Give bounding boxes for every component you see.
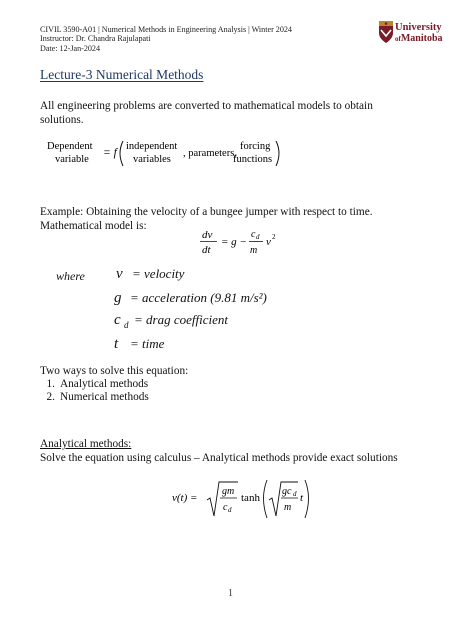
hw-def-cd: = drag coefficient — [134, 312, 228, 327]
paren-right — [276, 141, 279, 166]
intro-paragraph — [40, 99, 373, 127]
intro-line2: solutions. — [40, 114, 84, 126]
hw-def-v: = velocity — [132, 266, 185, 281]
solution-equation — [170, 476, 310, 522]
list-item-label: Analytical methods — [60, 378, 149, 390]
sol-cd: c — [223, 502, 228, 513]
page-title: Lecture-3 Numerical Methods — [40, 67, 204, 82]
hw-var-g: g — [114, 290, 122, 306]
ways-intro: Two ways to solve this equation: — [40, 365, 189, 377]
eq-dependent-1: Dependent — [47, 141, 93, 152]
logo-line2-prefix: of — [395, 35, 401, 43]
university-logo — [378, 18, 444, 48]
hw-var-cd: c — [114, 312, 121, 328]
list-item-number: 2. — [46, 390, 55, 403]
crest-icon — [378, 20, 394, 44]
ode-m: m — [250, 245, 258, 256]
ode-c: c — [251, 229, 256, 240]
intro-line1: All engineering problems are converted to mathematical models to obtain — [40, 100, 373, 112]
list-item — [40, 378, 149, 391]
ode-den: dt — [202, 244, 211, 256]
sol-t: t — [300, 492, 304, 504]
logo-line1: University — [395, 22, 442, 33]
sol-cd-sub: d — [228, 506, 232, 514]
logo-wordmark — [395, 22, 443, 45]
ode-v: v — [266, 236, 271, 248]
logo-line2 — [395, 33, 443, 45]
eq-equals-f: = f — [103, 147, 117, 159]
sol-tanh: tanh — [241, 492, 260, 504]
example-line2: Mathematical model is: — [40, 220, 147, 232]
hw-def-t: = time — [130, 336, 165, 351]
paren-left — [120, 141, 123, 166]
date-line: Date: 12-Jan-2024 — [40, 43, 101, 53]
list-item — [40, 391, 149, 404]
eq-dependent-2: variable — [55, 154, 89, 165]
sol-gcd-sub: d — [293, 490, 297, 498]
sol-paren-right — [305, 480, 309, 518]
hw-def-g: = acceleration (9.81 m/s²) — [130, 290, 267, 305]
analytical-heading: Analytical methods: — [40, 438, 132, 450]
ode-c-sub: d — [256, 233, 260, 241]
logo-line2-main: Manitoba — [400, 33, 443, 44]
eq-forcing-2: functions — [233, 154, 273, 165]
list-item-label: Numerical methods — [60, 390, 149, 403]
list-item-number: 1. — [46, 378, 55, 390]
sol-paren-left — [264, 480, 268, 518]
eq-forcing-1: forcing — [240, 141, 271, 152]
sol-gm: gm — [222, 486, 235, 497]
model-equation — [45, 136, 285, 170]
instructor-line: Instructor: Dr. Chandra Rajulapati — [40, 34, 151, 44]
hw-var-t: t — [114, 336, 119, 352]
course-line: CIVIL 3590-A01 | Numerical Methods in Engineering Analysis | Winter 2024 — [40, 25, 292, 34]
analytical-body: Solve the equation using calculus – Analytical methods provide exact solutions — [40, 452, 398, 464]
sol-lhs: v(t) = — [172, 492, 198, 504]
hw-where: where — [56, 269, 85, 283]
eq-independent-2: variables — [133, 154, 171, 165]
eq-independent-1: independent — [126, 141, 178, 152]
sol-gcd: gc — [282, 486, 292, 497]
hw-var-v: v — [116, 266, 123, 282]
example-line1: Example: Obtaining the velocity of a bungee jumper with respect to time. — [40, 206, 373, 218]
handwritten-notes — [38, 258, 358, 358]
sol-m: m — [284, 502, 292, 513]
hw-var-cd-sub: d — [124, 320, 129, 330]
ode-v-pow: 2 — [272, 233, 276, 241]
ways-list — [40, 378, 149, 403]
ode-num: dv — [202, 229, 213, 241]
eq-parameters: , parameters, — [183, 148, 237, 159]
ode-rhs: = g − — [221, 236, 247, 248]
page-number: 1 — [228, 588, 233, 599]
ode-equation — [196, 224, 286, 258]
document-header — [40, 25, 292, 53]
